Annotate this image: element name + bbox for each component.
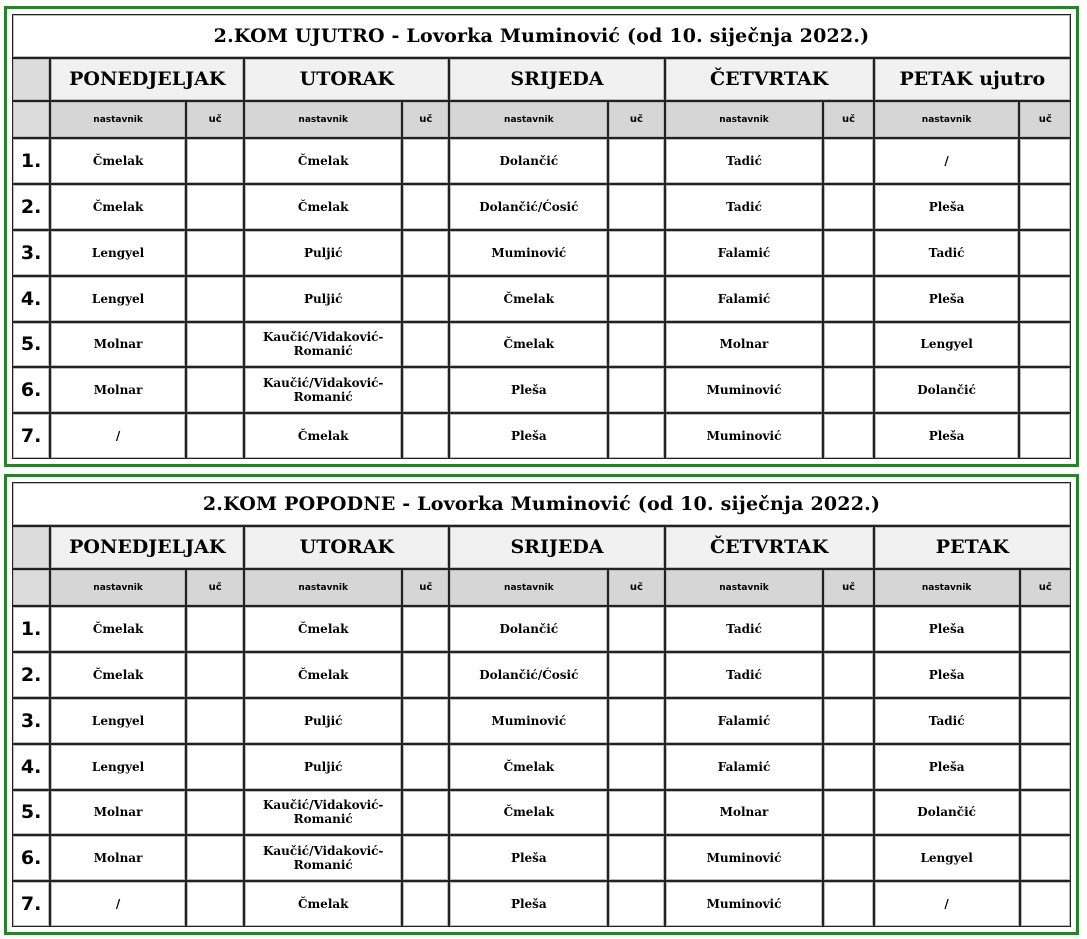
table-title: 2.KOM POPODNE - Lovorka Muminović (od 10. siječnja 2022.) — [12, 482, 1071, 526]
teacher-cell: Dolančić — [874, 790, 1020, 836]
room-cell — [823, 652, 873, 698]
teacher-cell: Falamić — [665, 276, 824, 322]
timetable — [12, 14, 1071, 459]
period-row — [12, 790, 1071, 836]
day-header: ČETVRTAK — [665, 58, 874, 102]
room-cell — [823, 744, 873, 790]
teacher-cell: Lengyel — [50, 744, 186, 790]
teacher-cell: Pleša — [449, 835, 608, 881]
teacher-cell: Čmelak — [449, 744, 608, 790]
room-cell — [186, 698, 244, 744]
teacher-cell: Lengyel — [50, 276, 186, 322]
room-cell — [402, 835, 449, 881]
room-column-header: uč — [1019, 101, 1071, 138]
teacher-cell: Molnar — [50, 790, 186, 836]
room-cell — [1019, 413, 1071, 459]
room-cell — [608, 606, 664, 652]
teacher-cell: Lengyel — [50, 230, 186, 276]
teacher-column-header: nastavnik — [50, 569, 186, 606]
teacher-cell: Tadić — [665, 606, 824, 652]
room-cell — [402, 276, 449, 322]
room-cell — [608, 367, 664, 413]
teacher-cell: Kaučić/Vidaković-Romanić — [244, 790, 402, 836]
room-cell — [1020, 606, 1071, 652]
schedule-panel-morning — [4, 6, 1079, 467]
room-cell — [608, 230, 664, 276]
day-header: UTORAK — [244, 58, 449, 102]
room-cell — [608, 276, 664, 322]
room-cell — [1019, 138, 1071, 184]
room-cell — [823, 138, 873, 184]
room-cell — [608, 413, 664, 459]
room-cell — [823, 881, 873, 927]
room-cell — [608, 744, 664, 790]
room-cell — [823, 606, 873, 652]
period-number: 2. — [12, 652, 50, 698]
teacher-column-header: nastavnik — [449, 569, 608, 606]
teacher-cell: Čmelak — [50, 606, 186, 652]
teacher-cell: Dolančić/Ćosić — [449, 184, 608, 230]
period-number: 4. — [12, 744, 50, 790]
room-column-header: uč — [402, 101, 449, 138]
teacher-column-header: nastavnik — [244, 569, 402, 606]
period-row — [12, 652, 1071, 698]
room-cell — [1019, 184, 1071, 230]
room-cell — [823, 413, 873, 459]
room-cell — [186, 367, 244, 413]
period-number: 3. — [12, 230, 50, 276]
corner-cell — [12, 58, 50, 102]
teacher-cell: Muminović — [665, 835, 824, 881]
teacher-cell: Falamić — [665, 698, 824, 744]
period-number: 1. — [12, 606, 50, 652]
teacher-cell: Falamić — [665, 230, 824, 276]
period-number: 1. — [12, 138, 50, 184]
teacher-cell: Muminović — [665, 881, 824, 927]
teacher-cell: Lengyel — [874, 835, 1020, 881]
teacher-cell: Muminović — [665, 367, 824, 413]
room-cell — [402, 413, 449, 459]
teacher-column-header: nastavnik — [874, 101, 1020, 138]
room-cell — [1020, 835, 1071, 881]
teacher-cell: Čmelak — [244, 138, 402, 184]
room-cell — [1019, 276, 1071, 322]
room-cell — [186, 790, 244, 836]
teacher-cell: Kaučić/Vidaković-Romanić — [244, 835, 402, 881]
teacher-cell: Molnar — [50, 322, 186, 368]
room-cell — [402, 184, 449, 230]
room-cell — [1019, 230, 1071, 276]
teacher-cell: Muminović — [449, 698, 608, 744]
period-number: 4. — [12, 276, 50, 322]
teacher-cell: Puljić — [244, 744, 402, 790]
teacher-cell: Čmelak — [449, 790, 608, 836]
teacher-column-header: nastavnik — [50, 101, 186, 138]
room-cell — [1019, 322, 1071, 368]
room-cell — [402, 652, 449, 698]
day-header-row — [12, 526, 1071, 570]
teacher-cell: Dolančić — [449, 606, 608, 652]
teacher-cell: Pleša — [449, 881, 608, 927]
teacher-cell: Dolančić — [449, 138, 608, 184]
day-header: PETAK ujutro — [874, 58, 1071, 102]
room-cell — [186, 184, 244, 230]
room-cell — [1020, 652, 1071, 698]
teacher-cell: Puljić — [244, 698, 402, 744]
teacher-cell: Falamić — [665, 744, 824, 790]
corner-cell — [12, 101, 50, 138]
room-cell — [402, 606, 449, 652]
teacher-cell: Dolančić/Ćosić — [449, 652, 608, 698]
teacher-cell: Čmelak — [244, 184, 402, 230]
room-cell — [608, 652, 664, 698]
teacher-cell: Pleša — [874, 276, 1020, 322]
room-cell — [823, 698, 873, 744]
corner-cell — [12, 569, 50, 606]
room-cell — [1019, 367, 1071, 413]
room-cell — [823, 276, 873, 322]
teacher-cell: Molnar — [665, 790, 824, 836]
teacher-cell: Lengyel — [874, 322, 1020, 368]
room-cell — [608, 835, 664, 881]
schedule-panel-afternoon — [4, 474, 1079, 935]
day-header: SRIJEDA — [449, 58, 664, 102]
room-cell — [1020, 698, 1071, 744]
room-column-header: uč — [186, 101, 244, 138]
room-cell — [402, 881, 449, 927]
timetable — [12, 482, 1071, 927]
room-cell — [402, 322, 449, 368]
room-cell — [1020, 744, 1071, 790]
teacher-cell: Lengyel — [50, 698, 186, 744]
day-header: SRIJEDA — [449, 526, 664, 570]
room-cell — [402, 367, 449, 413]
day-header: UTORAK — [244, 526, 449, 570]
teacher-cell: Čmelak — [244, 413, 402, 459]
room-cell — [823, 835, 873, 881]
teacher-cell: Muminović — [665, 413, 824, 459]
teacher-cell: Puljić — [244, 276, 402, 322]
room-column-header: uč — [402, 569, 449, 606]
room-cell — [1020, 790, 1071, 836]
teacher-cell: Pleša — [874, 413, 1020, 459]
room-cell — [608, 790, 664, 836]
period-row — [12, 230, 1071, 276]
table-title: 2.KOM UJUTRO - Lovorka Muminović (od 10. siječnja 2022.) — [12, 14, 1071, 58]
room-cell — [823, 367, 873, 413]
period-number: 6. — [12, 835, 50, 881]
room-cell — [186, 744, 244, 790]
room-cell — [186, 606, 244, 652]
teacher-cell: Molnar — [665, 322, 824, 368]
teacher-cell: / — [874, 138, 1020, 184]
teacher-cell: Muminović — [449, 230, 608, 276]
teacher-cell: / — [50, 881, 186, 927]
teacher-cell: Tadić — [874, 698, 1020, 744]
teacher-cell: Pleša — [874, 652, 1020, 698]
room-cell — [823, 184, 873, 230]
period-row — [12, 276, 1071, 322]
teacher-cell: Čmelak — [449, 276, 608, 322]
room-column-header: uč — [186, 569, 244, 606]
room-cell — [608, 881, 664, 927]
period-number: 3. — [12, 698, 50, 744]
teacher-cell: Tadić — [874, 230, 1020, 276]
room-cell — [823, 230, 873, 276]
teacher-column-header: nastavnik — [665, 569, 824, 606]
teacher-cell: Kaučić/Vidaković-Romanić — [244, 367, 402, 413]
period-number: 5. — [12, 322, 50, 368]
teacher-cell: Čmelak — [449, 322, 608, 368]
room-cell — [186, 835, 244, 881]
day-header: PONEDJELJAK — [50, 58, 244, 102]
room-column-header: uč — [823, 569, 873, 606]
teacher-cell: Čmelak — [244, 652, 402, 698]
room-cell — [608, 698, 664, 744]
teacher-cell: Tadić — [665, 652, 824, 698]
room-cell — [608, 184, 664, 230]
room-cell — [186, 322, 244, 368]
room-cell — [1020, 881, 1071, 927]
teacher-cell: Molnar — [50, 835, 186, 881]
room-cell — [823, 790, 873, 836]
day-header: ČETVRTAK — [665, 526, 874, 570]
room-cell — [402, 138, 449, 184]
teacher-cell: Molnar — [50, 367, 186, 413]
room-cell — [823, 322, 873, 368]
corner-cell — [12, 526, 50, 570]
teacher-cell: Tadić — [665, 138, 824, 184]
teacher-column-header: nastavnik — [244, 101, 402, 138]
room-cell — [608, 138, 664, 184]
room-cell — [186, 138, 244, 184]
period-number: 7. — [12, 413, 50, 459]
period-number: 2. — [12, 184, 50, 230]
room-cell — [186, 881, 244, 927]
teacher-cell: Pleša — [874, 606, 1020, 652]
period-row — [12, 367, 1071, 413]
teacher-cell: / — [874, 881, 1020, 927]
room-column-header: uč — [608, 569, 664, 606]
period-row — [12, 698, 1071, 744]
room-cell — [186, 276, 244, 322]
room-cell — [186, 652, 244, 698]
room-cell — [402, 230, 449, 276]
teacher-cell: / — [50, 413, 186, 459]
title-row — [12, 14, 1071, 58]
teacher-cell: Puljić — [244, 230, 402, 276]
teacher-cell: Kaučić/Vidaković-Romanić — [244, 322, 402, 368]
room-cell — [608, 322, 664, 368]
teacher-cell: Čmelak — [244, 881, 402, 927]
period-row — [12, 606, 1071, 652]
room-column-header: uč — [608, 101, 664, 138]
period-row — [12, 744, 1071, 790]
room-cell — [186, 413, 244, 459]
room-cell — [402, 790, 449, 836]
room-column-header: uč — [823, 101, 873, 138]
teacher-cell: Čmelak — [50, 184, 186, 230]
teacher-cell: Pleša — [449, 413, 608, 459]
room-cell — [186, 230, 244, 276]
teacher-column-header: nastavnik — [874, 569, 1020, 606]
period-row — [12, 881, 1071, 927]
day-header-row — [12, 58, 1071, 102]
period-number: 7. — [12, 881, 50, 927]
teacher-column-header: nastavnik — [665, 101, 824, 138]
teacher-column-header: nastavnik — [449, 101, 608, 138]
teacher-cell: Čmelak — [50, 138, 186, 184]
teacher-cell: Čmelak — [244, 606, 402, 652]
subheader-row — [12, 569, 1071, 606]
teacher-cell: Pleša — [874, 184, 1020, 230]
teacher-cell: Pleša — [874, 744, 1020, 790]
day-header: PETAK — [874, 526, 1071, 570]
subheader-row — [12, 101, 1071, 138]
teacher-cell: Dolančić — [874, 367, 1020, 413]
room-cell — [402, 698, 449, 744]
teacher-cell: Tadić — [665, 184, 824, 230]
period-row — [12, 184, 1071, 230]
period-number: 6. — [12, 367, 50, 413]
period-row — [12, 835, 1071, 881]
teacher-cell: Čmelak — [50, 652, 186, 698]
period-row — [12, 138, 1071, 184]
room-column-header: uč — [1020, 569, 1071, 606]
day-header: PONEDJELJAK — [50, 526, 244, 570]
period-row — [12, 322, 1071, 368]
period-row — [12, 413, 1071, 459]
period-number: 5. — [12, 790, 50, 836]
room-cell — [402, 744, 449, 790]
title-row — [12, 482, 1071, 526]
teacher-cell: Pleša — [449, 367, 608, 413]
